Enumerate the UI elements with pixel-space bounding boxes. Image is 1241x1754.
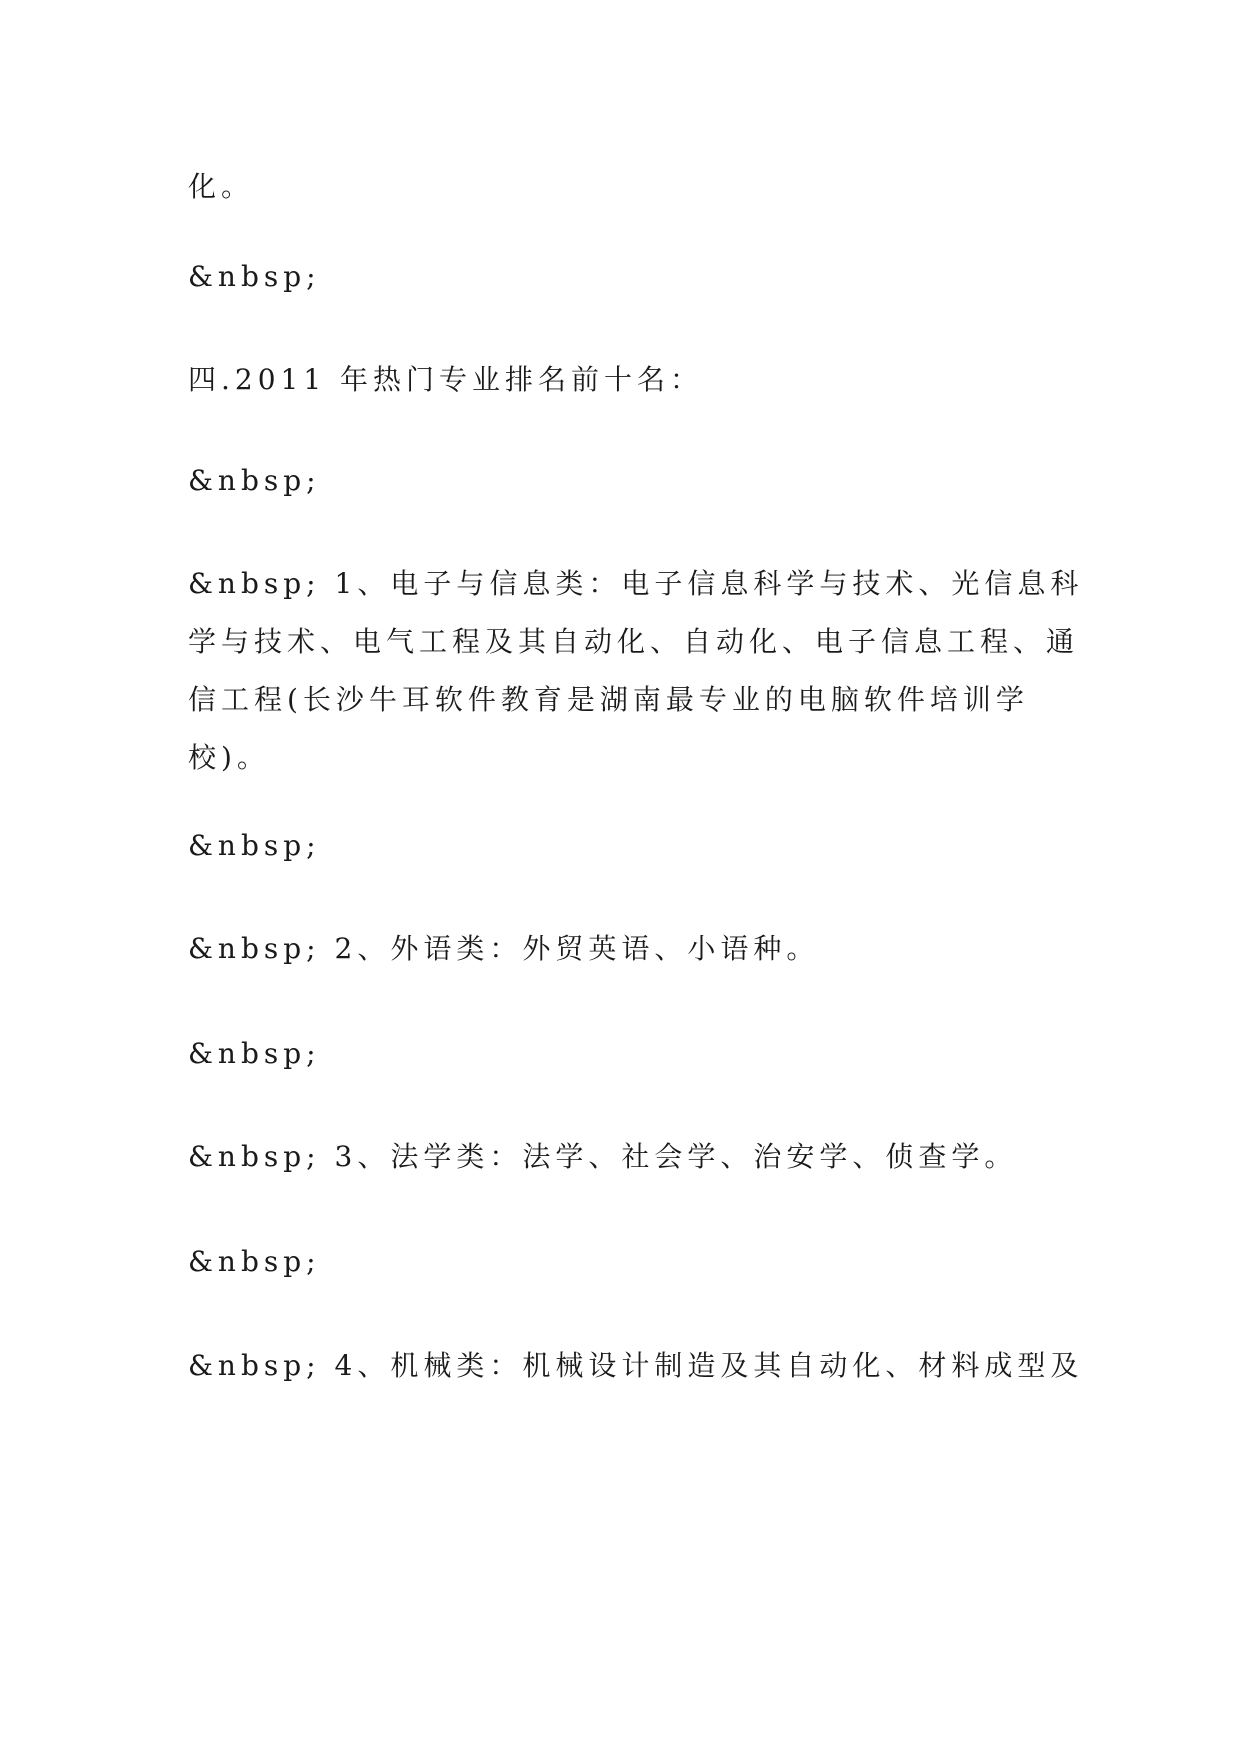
paragraph-blank: &nbsp; — [188, 1037, 321, 1070]
list-item-4: &nbsp; 4、机械类：机械设计制造及其自动化、材料成型及 — [188, 1349, 1084, 1382]
paragraph-blank: &nbsp; — [188, 1245, 321, 1278]
paragraph-continuation: 化。 — [188, 170, 255, 203]
paragraph-blank: &nbsp; — [188, 260, 321, 293]
list-item-2: &nbsp; 2、外语类：外贸英语、小语种。 — [188, 932, 820, 965]
section-heading: 四.2011 年热门专业排名前十名： — [188, 363, 704, 396]
list-item-3: &nbsp; 3、法学类：法学、社会学、治安学、侦查学。 — [188, 1140, 1018, 1173]
paragraph-blank: &nbsp; — [188, 829, 321, 862]
list-item-1: &nbsp; 1、电子与信息类：电子信息科学与技术、光信息科学与技术、电气工程及其自动化、自动化、电子信息工程、通信工程(长沙牛耳软件教育是湖南最专业的电脑软件培训学校)。 — [188, 567, 1084, 774]
paragraph-blank: &nbsp; — [188, 464, 321, 497]
